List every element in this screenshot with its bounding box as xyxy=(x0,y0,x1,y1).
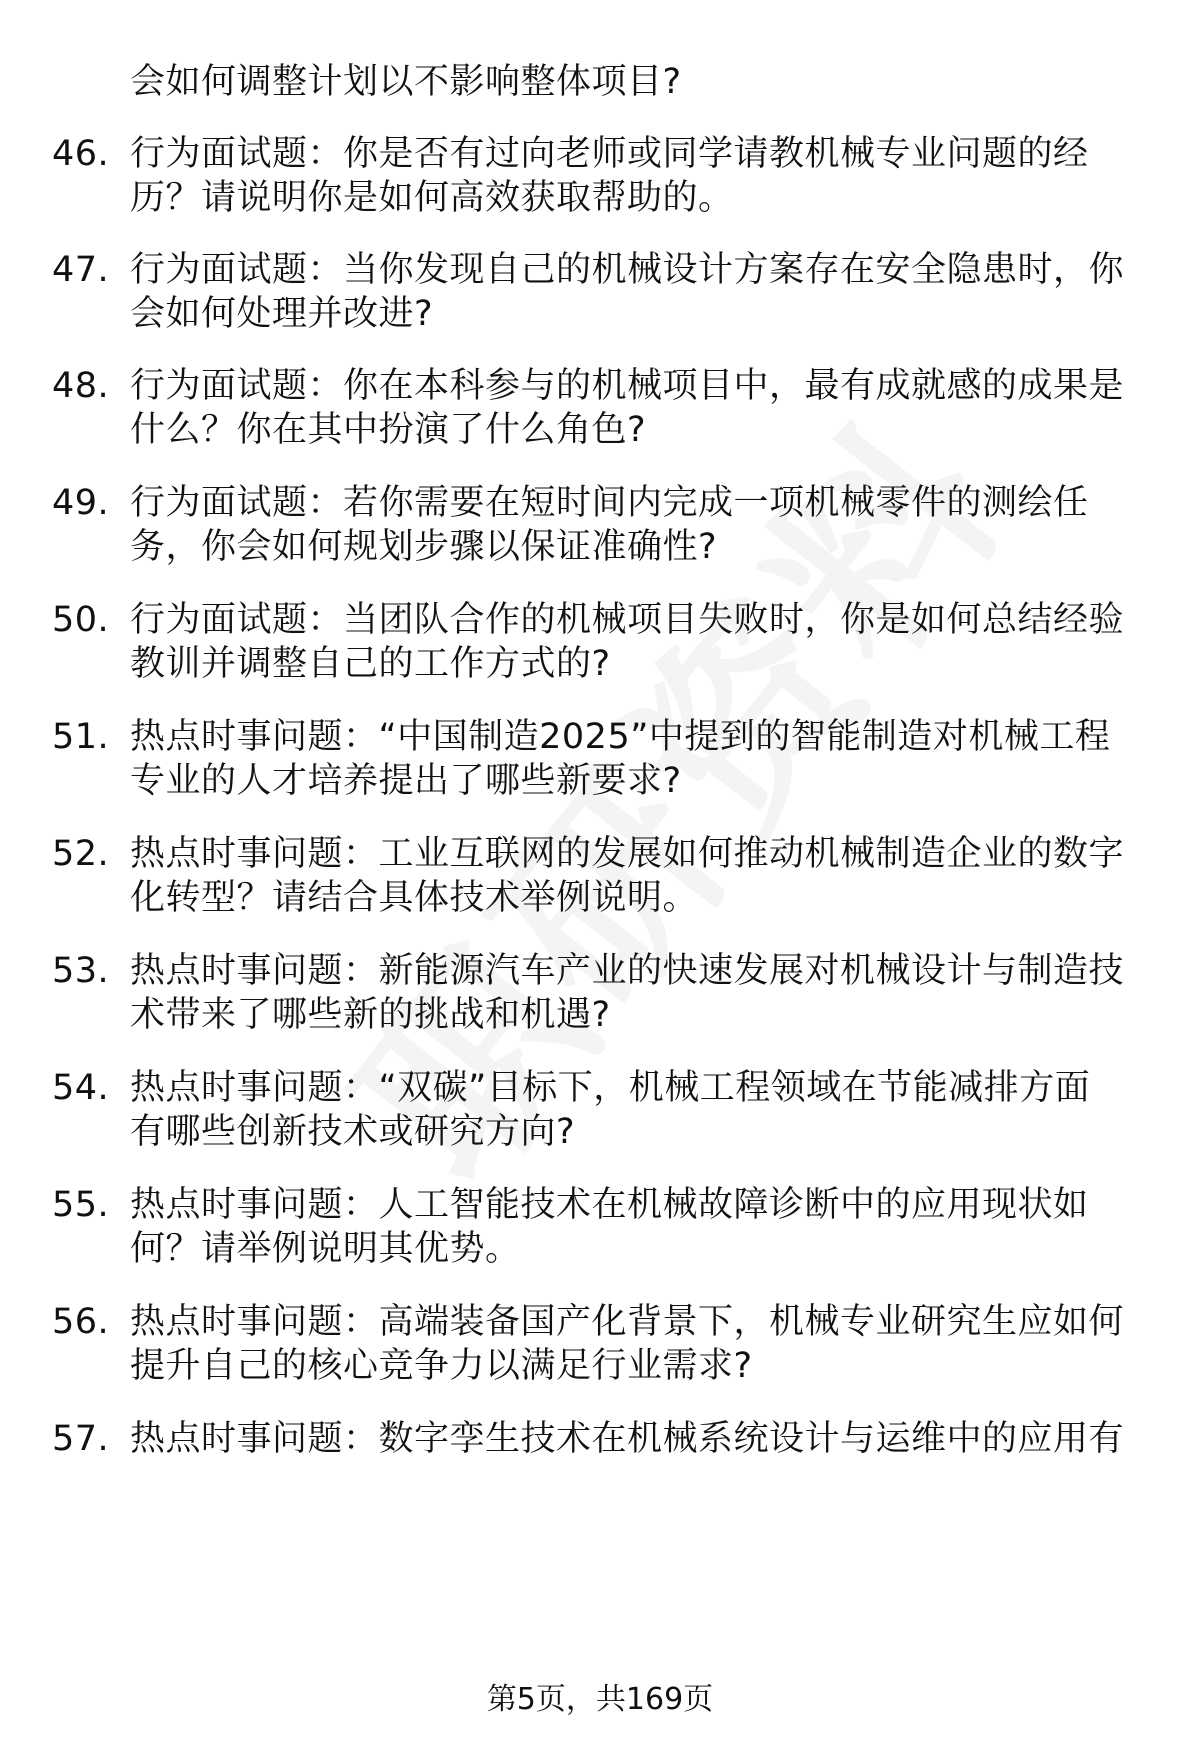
question-text-line2: 术带来了哪些新的挑战和机遇? xyxy=(130,995,611,1035)
question-number: 46. xyxy=(52,134,110,174)
question-text-line1: 行为面试题：你是否有过向老师或同学请教机械专业问题的经 xyxy=(130,134,1089,174)
question-text-line2: 专业的人才培养提出了哪些新要求? xyxy=(130,761,682,801)
question-number: 56. xyxy=(52,1302,110,1342)
page-footer: 第5页，共169页 xyxy=(486,1682,714,1717)
question-text-line1: 热点时事问题：工业互联网的发展如何推动机械制造企业的数字 xyxy=(130,834,1125,874)
question-text-line2: 何？请举例说明其优势。 xyxy=(130,1229,521,1269)
question-text-line1: 行为面试题：当团队合作的机械项目失败时，你是如何总结经验 xyxy=(130,600,1125,640)
question-number: 55. xyxy=(52,1185,110,1225)
question-text-line1: 热点时事问题：“双碳”目标下，机械工程领域在节能减排方面 xyxy=(130,1068,1091,1108)
question-text-line2: 有哪些创新技术或研究方向? xyxy=(130,1112,576,1152)
question-text-line1: 热点时事问题：高端装备国产化背景下，机械专业研究生应如何 xyxy=(130,1302,1125,1342)
question-text-line1: 热点时事问题：“中国制造2025”中提到的智能制造对机械工程 xyxy=(130,717,1111,757)
question-number: 49. xyxy=(52,483,110,523)
question-number: 53. xyxy=(52,951,110,991)
continuation-line: 会如何调整计划以不影响整体项目? xyxy=(130,62,682,102)
question-text-line1: 热点时事问题：人工智能技术在机械故障诊断中的应用现状如 xyxy=(130,1185,1089,1225)
question-number: 50. xyxy=(52,600,110,640)
question-number: 54. xyxy=(52,1068,110,1108)
question-text-line1: 行为面试题：若你需要在短时间内完成一项机械零件的测绘任 xyxy=(130,483,1089,523)
question-text-line1: 行为面试题：你在本科参与的机械项目中，最有成就感的成果是 xyxy=(130,366,1125,406)
question-text-line2: 教训并调整自己的工作方式的? xyxy=(130,644,611,684)
question-number: 52. xyxy=(52,834,110,874)
question-number: 51. xyxy=(52,717,110,757)
question-text-line2: 务，你会如何规划步骤以保证准确性? xyxy=(130,527,718,567)
question-number: 48. xyxy=(52,366,110,406)
question-text-line1: 热点时事问题：数字孪生技术在机械系统设计与运维中的应用有 xyxy=(130,1419,1125,1459)
question-text-line2: 历？请说明你是如何高效获取帮助的。 xyxy=(130,178,734,218)
question-text-line2: 化转型？请结合具体技术举例说明。 xyxy=(130,878,699,918)
question-number: 57. xyxy=(52,1419,110,1459)
question-text-line2: 什么？你在其中扮演了什么角色? xyxy=(130,410,647,450)
question-text-line1: 行为面试题：当你发现自己的机械设计方案存在安全隐患时，你 xyxy=(130,250,1125,290)
question-text-line2: 提升自己的核心竞争力以满足行业需求? xyxy=(130,1346,753,1386)
question-number: 47. xyxy=(52,250,110,290)
question-text-line2: 会如何处理并改进? xyxy=(130,294,434,334)
question-text-line1: 热点时事问题：新能源汽车产业的快速发展对机械设计与制造技 xyxy=(130,951,1125,991)
